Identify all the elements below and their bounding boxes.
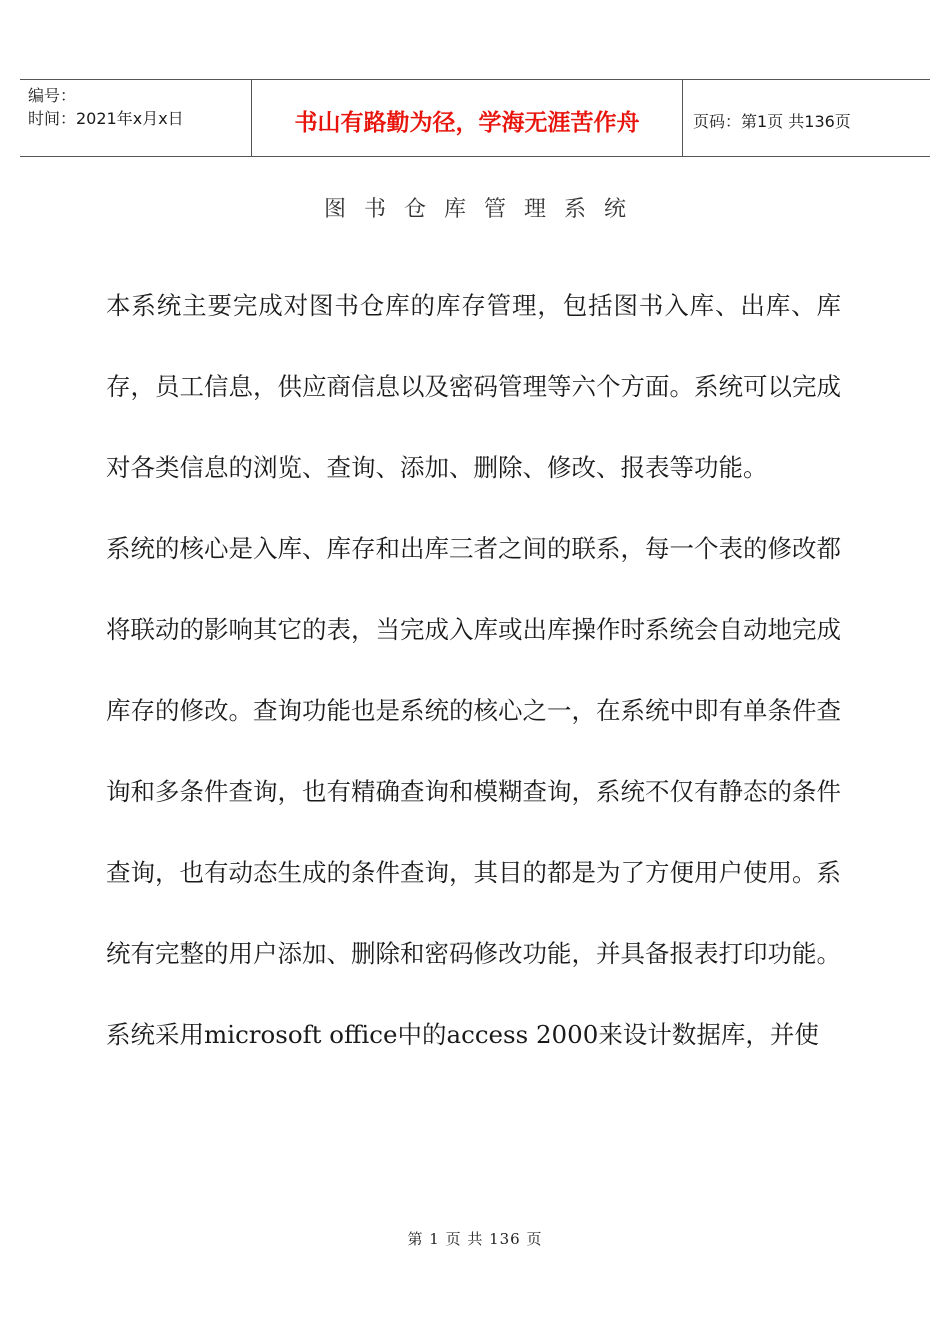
page-header: [20, 79, 930, 157]
date-label: 时间：2021年x月x日: [28, 109, 184, 128]
paragraph: 系统采用microsoft office中的access 2000来设计数据库，并使: [106, 1020, 819, 1049]
document-body: [106, 265, 841, 1075]
header-page-info: 页码：第1页 共136页: [693, 111, 851, 131]
paragraph: 本系统主要完成对图书仓库的库存管理，包括图书入库、出库、库存，员工信息，供应商信息以及密码管理等六个方面。系统可以完成对各类信息的浏览、查询、添加、删除、修改、报表等功能。: [106, 291, 841, 482]
header-motto: 书山有路勤为径，学海无涯苦作舟: [252, 80, 683, 156]
document-title: 图书仓库管理系统: [323, 197, 644, 222]
page-footer: 第 1 页 共 136 页: [407, 1230, 543, 1248]
paragraph: 系统的核心是入库、库存和出库三者之间的联系，每一个表的修改都将联动的影响其它的表，当完成入库或出库操作时系统会自动地完成库存的修改。查询功能也是系统的核心之一，在系统中即有单条件查询和多条件查询，也有精确查询和模糊查询，系统不仅有静态的条件查询，也有动态生成的条件查询，其目的都是为了方便用户使用。系统有完整的用户添加、删除和密码修改功能，并具备报表打印功能。: [106, 534, 841, 968]
header-meta: [20, 80, 252, 156]
serial-number-label: 编号：: [28, 86, 77, 105]
